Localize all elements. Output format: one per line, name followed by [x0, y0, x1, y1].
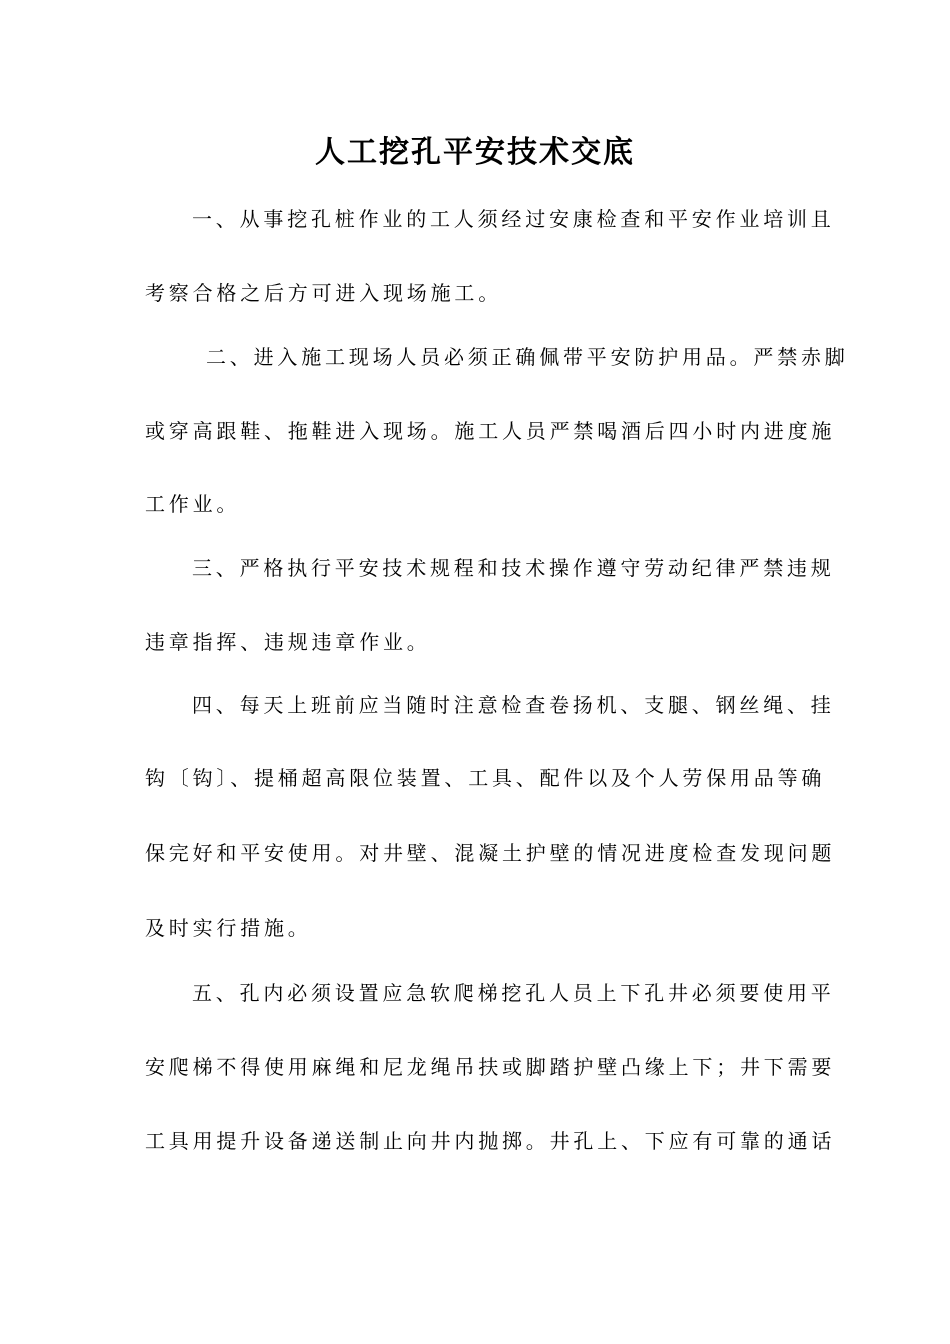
- paragraph-2-line-2: 或穿高跟鞋、拖鞋进入现场。施工人员严禁喝酒后四小时内进度施: [145, 419, 836, 443]
- paragraph-4-line-2: 钩〔钩〕、提桶超高限位装置、工具、配件以及个人劳保用品等确: [145, 766, 826, 790]
- paragraph-5-line-3: 工具用提升设备递送制止向井内抛掷。井孔上、下应有可靠的通话: [145, 1129, 836, 1153]
- paragraph-4-line-4: 及时实行措施。: [145, 916, 312, 940]
- document-title: 人工挖孔平安技术交底: [315, 135, 635, 170]
- paragraph-2-line-1: 二、进入施工现场人员必须正确佩带平安防护用品。严禁赤脚: [206, 345, 849, 369]
- paragraph-5-line-2: 安爬梯不得使用麻绳和尼龙绳吊扶或脚踏护壁凸缘上下；井下需要: [145, 1055, 836, 1079]
- paragraph-3-line-1: 三、严格执行平安技术规程和技术操作遵守劳动纪律严禁违规: [192, 556, 835, 580]
- paragraph-1-line-1: 一、从事挖孔桩作业的工人须经过安康检查和平安作业培训且: [192, 207, 835, 231]
- paragraph-1-line-2: 考察合格之后方可进入现场施工。: [145, 281, 502, 305]
- paragraph-4-line-1: 四、每天上班前应当随时注意检查卷扬机、支腿、钢丝绳、挂: [192, 693, 835, 717]
- paragraph-2-line-3: 工作业。: [145, 492, 241, 516]
- paragraph-3-line-2: 违章指挥、违规违章作业。: [145, 630, 431, 654]
- paragraph-4-line-3: 保完好和平安使用。对井壁、混凝土护壁的情况进度检查发现问题: [145, 841, 836, 865]
- paragraph-5-line-1: 五、孔内必须设置应急软爬梯挖孔人员上下孔井必须要使用平: [192, 981, 835, 1005]
